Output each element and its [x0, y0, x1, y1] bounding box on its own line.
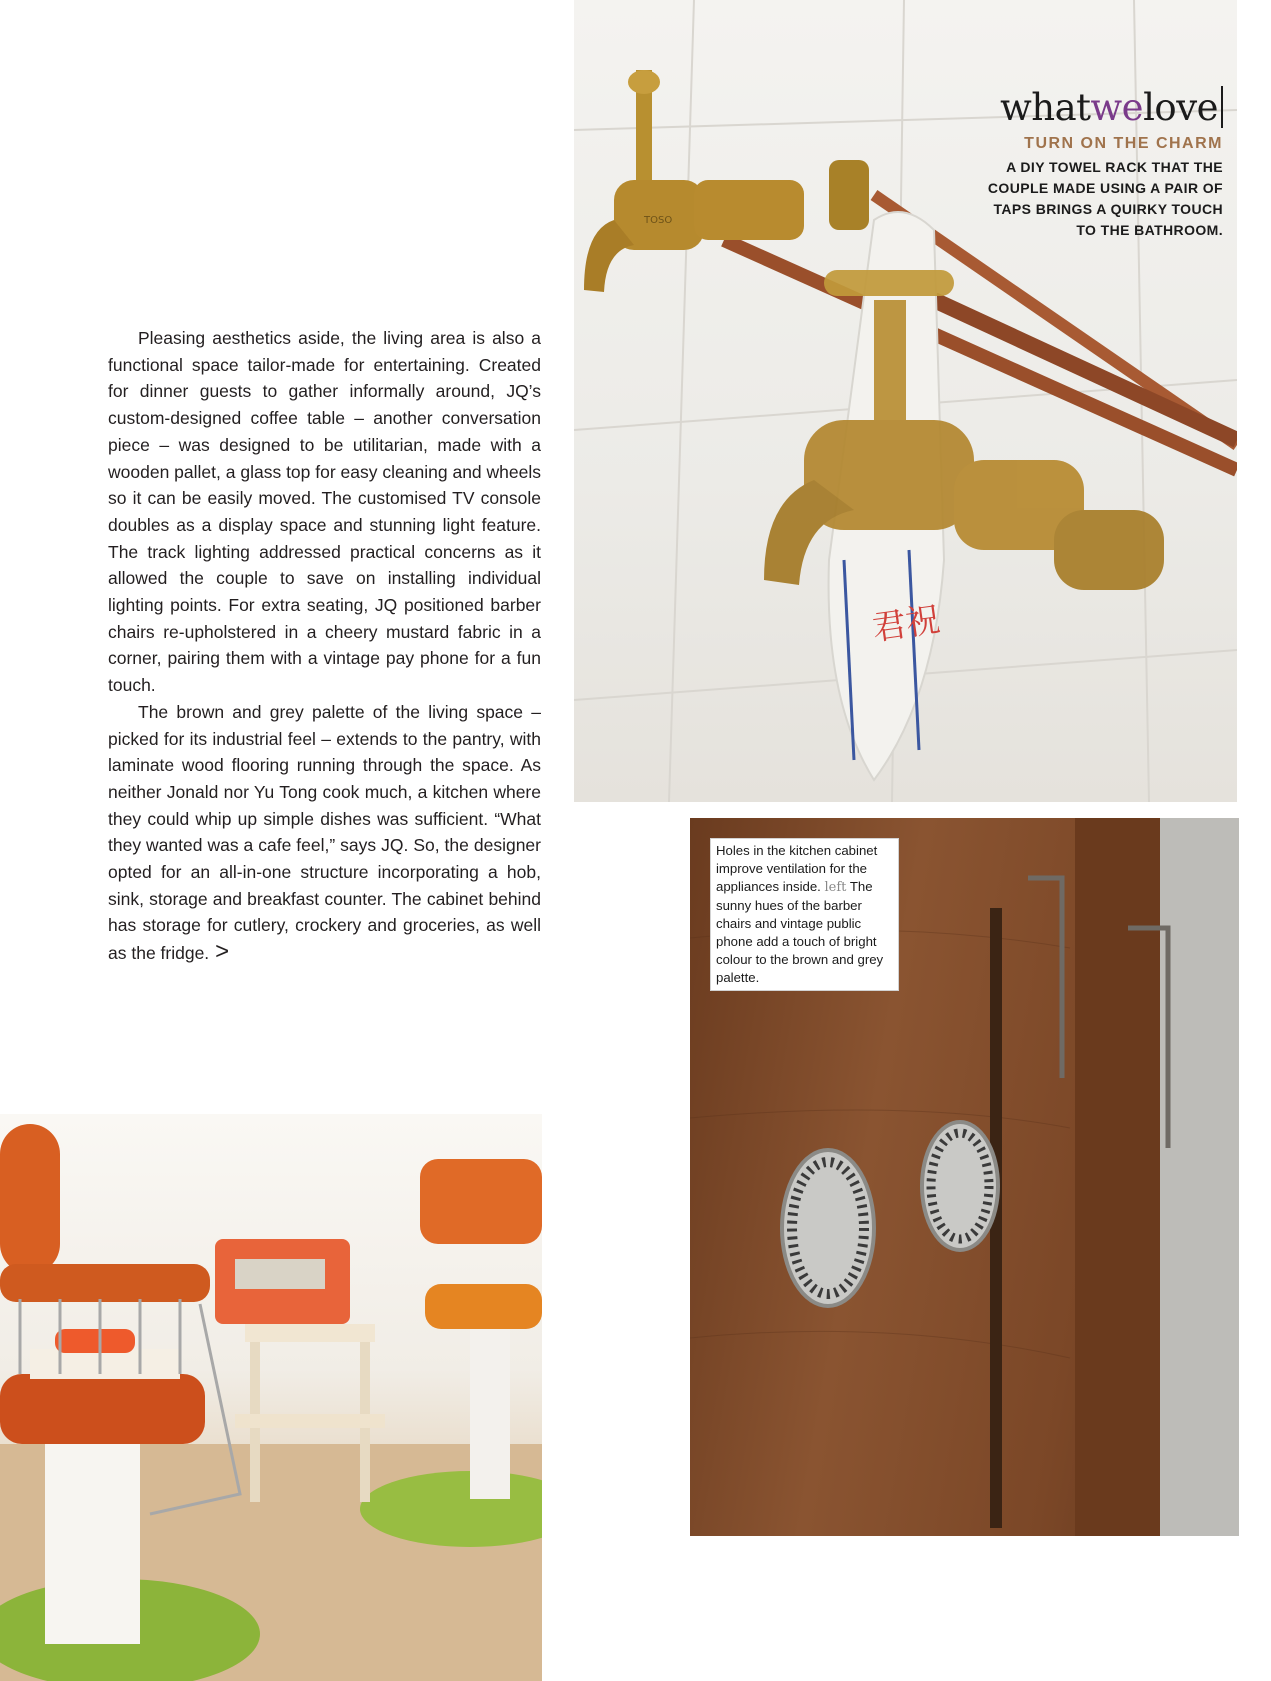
stool-step [235, 1414, 385, 1428]
logo-what: what [1000, 86, 1091, 129]
photo-caption [710, 838, 899, 991]
chair-pedestal [45, 1444, 140, 1644]
copper-pipe-upper [934, 300, 1237, 440]
caption-text-1: Holes in the kitchen cabinet improve ventilation for the appliances inside. [716, 843, 878, 894]
phone-handset [55, 1329, 135, 1353]
barber-chair-right-back [420, 1159, 542, 1244]
wood-grain [690, 930, 1070, 1358]
caption-text-2: The sunny hues of the barber chairs and vintage public phone add a touch of bright colour to the brown and grey palette. [716, 879, 884, 985]
what-we-love-logo [973, 86, 1223, 129]
logo-we: we [1090, 86, 1144, 129]
barber-chair-left-seat [0, 1374, 205, 1444]
photo-barber-chairs [0, 1114, 542, 1681]
towel-print: 君祝 [869, 599, 943, 649]
body-paragraph-2-text: The brown and grey palette of the living space – picked for its industrial feel – extends to the pantry, with laminate wood flooring running through the space. As neither Jonald nor Yu Tong cook much, a kitchen where they could whip up simple dishes was sufficient. “What they wanted was a cafe feel,” says JQ. So, the designer opted for an all-in-one structure incorporating a hob, sink, storage and breakfast counter. The cabinet behind has storage for cutlery, crockery and groceries, as well as the fridge. [108, 701, 541, 964]
barber-chair-left-armrest [0, 1264, 210, 1302]
barber-chair-right-seat [425, 1284, 542, 1329]
what-we-love-body: A DIY TOWEL RACK THAT THE COUPLE MADE USING A PAIR OF TAPS BRINGS A QUIRKY TOUCH TO THE BATHROOM. [987, 159, 1223, 238]
body-paragraph-2 [108, 699, 541, 967]
book [30, 1349, 180, 1379]
logo-love: love [1143, 86, 1218, 129]
what-we-love-heading: TURN ON THE CHARM [1024, 135, 1223, 152]
what-we-love-box [973, 86, 1223, 241]
tap-brand: TOSO [644, 215, 673, 226]
cabinet-handle [1028, 878, 1062, 1078]
fridge-panel [1160, 818, 1239, 1536]
brass-tap-upper [584, 70, 869, 292]
continue-arrow-icon: > [215, 938, 230, 966]
logo-divider [1221, 86, 1223, 128]
caption-label-left: left [824, 880, 847, 895]
body-paragraph-1: Pleasing aesthetics aside, the living area is also a functional space tailor-made for entertaining. Created for dinner guests to gather informally around, JQ’s custom-designed coffee table – another conversation piece – was designed to be utilitarian, made with a wooden pallet, a glass top for easy cleaning and wheels so it can be easily moved. The customised TV console doubles as a display space and stunning light feature. The track lighting addressed practical concerns as it allowed the couple to save on installing individual lighting points. For extra seating, JQ positioned barber chairs re-upholstered in a cheery mustard fabric in a corner, pairing them with a vintage pay phone for a fun touch. [108, 328, 541, 696]
stool-top [245, 1324, 375, 1342]
article-body [108, 325, 541, 967]
barber-chairs-illustration [0, 1114, 542, 1681]
barber-chair-left-back [0, 1124, 60, 1274]
